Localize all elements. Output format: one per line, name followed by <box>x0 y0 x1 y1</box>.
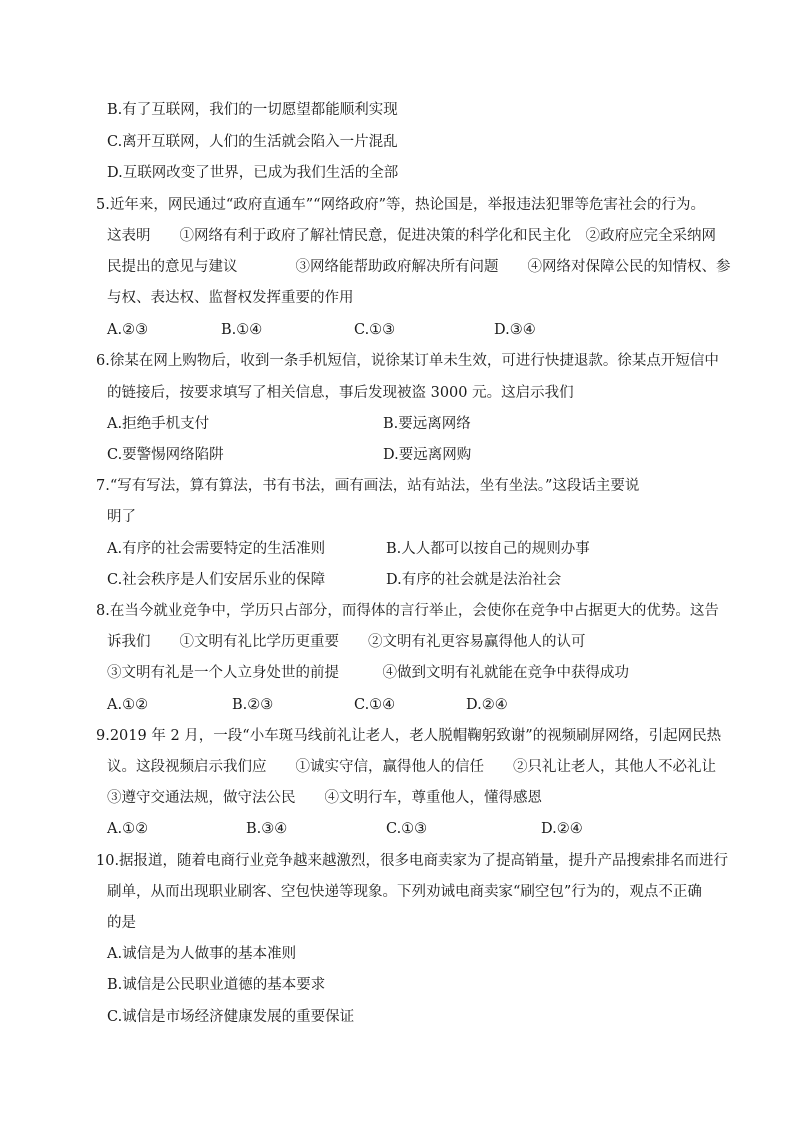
q9-option-d: D.②④ <box>541 821 583 837</box>
q8-option-a: A.①② <box>107 697 149 713</box>
q5-text-line-3: 民提出的意见与建议 ③网络能帮助政府解决所有问题 ④网络对保障公民的知情权、参 <box>107 259 731 275</box>
q5-text-line-1: 5.近年来，网民通过“政府直通车”“网络政府”等，热论国是，举报违法犯罪等危害社会的行为。 <box>96 197 705 213</box>
q9-text-line-1: 9.2019 年 2 月，一段“小车斑马线前礼让老人，老人脱帽鞠躬致谢”的视频刷屏网络，引起网民热 <box>96 728 722 744</box>
q5-option-c: C.①③ <box>354 322 396 338</box>
q6-text-line-1: 6.徐某在网上购物后，收到一条手机短信，说徐某订单未生效，可进行快捷退款。徐某点开短信中 <box>96 353 719 369</box>
q8-text-line-3: ③文明有礼是一个人立身处世的前提 ④做到文明有礼就能在竞争中获得成功 <box>107 665 629 681</box>
q7-option-a: A.有序的社会需要特定的生活准则 <box>107 541 326 557</box>
q6-option-b: B.要远离网络 <box>383 416 471 432</box>
q10-option-b: B.诚信是公民职业道德的基本要求 <box>107 977 326 993</box>
q10-option-c: C.诚信是市场经济健康发展的重要保证 <box>107 1009 355 1025</box>
q8-option-d: D.②④ <box>466 697 508 713</box>
q6-option-c: C.要警惕网络陷阱 <box>107 447 224 463</box>
q5-option-b: B.①④ <box>221 322 263 338</box>
q9-option-c: C.①③ <box>386 821 428 837</box>
q6-option-a: A.拒绝手机支付 <box>107 416 210 432</box>
q6-text-line-2: 的链接后，按要求填写了相关信息，事后发现被盗 3000 元。这启示我们 <box>107 385 574 401</box>
q9-text-line-2: 议。这段视频启示我们应 ①诚实守信，赢得他人的信任 ②只礼让老人，其他人不必礼让 <box>107 759 716 775</box>
q5-option-a: A.②③ <box>107 322 149 338</box>
q8-text-line-1: 8.在当今就业竞争中，学历只占部分，而得体的言行举止，会使你在竞争中占据更大的优势。这告 <box>96 603 719 619</box>
q10-text-line-3: 的是 <box>107 915 136 931</box>
q6-option-d: D.要远离网购 <box>383 447 472 463</box>
q9-option-a: A.①② <box>107 821 149 837</box>
q10-option-a: A.诚信是为人做事的基本准则 <box>107 946 297 962</box>
q8-text-line-2: 诉我们 ①文明有礼比学历更重要 ②文明有礼更容易赢得他人的认可 <box>107 634 586 650</box>
q10-text-line-2: 刷单，从而出现职业刷客、空包快递等现象。下列劝诫电商卖家“刷空包”行为的，观点不正确 <box>107 884 702 900</box>
q7-option-d: D.有序的社会就是法治社会 <box>386 572 562 588</box>
q9-option-b: B.③④ <box>246 821 288 837</box>
q7-text-line-2: 明了 <box>107 509 136 525</box>
q7-option-c: C.社会秩序是人们安居乐业的保障 <box>107 572 326 588</box>
q4-option-d: D.互联网改变了世界，已成为我们生活的全部 <box>107 165 399 181</box>
q4-option-c: C.离开互联网，人们的生活就会陷入一片混乱 <box>107 134 398 150</box>
q4-option-b: B.有了互联网，我们的一切愿望都能顺利实现 <box>107 102 398 118</box>
q5-text-line-4: 与权、表达权、监督权发挥重要的作用 <box>107 290 354 306</box>
q9-text-line-3: ③遵守交通法规，做守法公民 ④文明行车，尊重他人，懂得感恩 <box>107 790 542 806</box>
q8-option-c: C.①④ <box>354 697 396 713</box>
q5-text-line-2: 这表明 ①网络有利于政府了解社情民意，促进决策的科学化和民主化 ②政府应完全采纳网 <box>107 228 716 244</box>
q7-text-line-1: 7.“写有写法，算有算法，书有书法，画有画法，站有站法，坐有坐法。”这段话主要说 <box>96 478 640 494</box>
q7-option-b: B.人人都可以按自己的规则办事 <box>386 541 590 557</box>
q10-text-line-1: 10.据报道，随着电商行业竞争越来越激烈，很多电商卖家为了提高销量，提升产品搜索排名而进行 <box>96 853 729 869</box>
q8-option-b: B.②③ <box>232 697 274 713</box>
q5-option-d: D.③④ <box>494 322 536 338</box>
